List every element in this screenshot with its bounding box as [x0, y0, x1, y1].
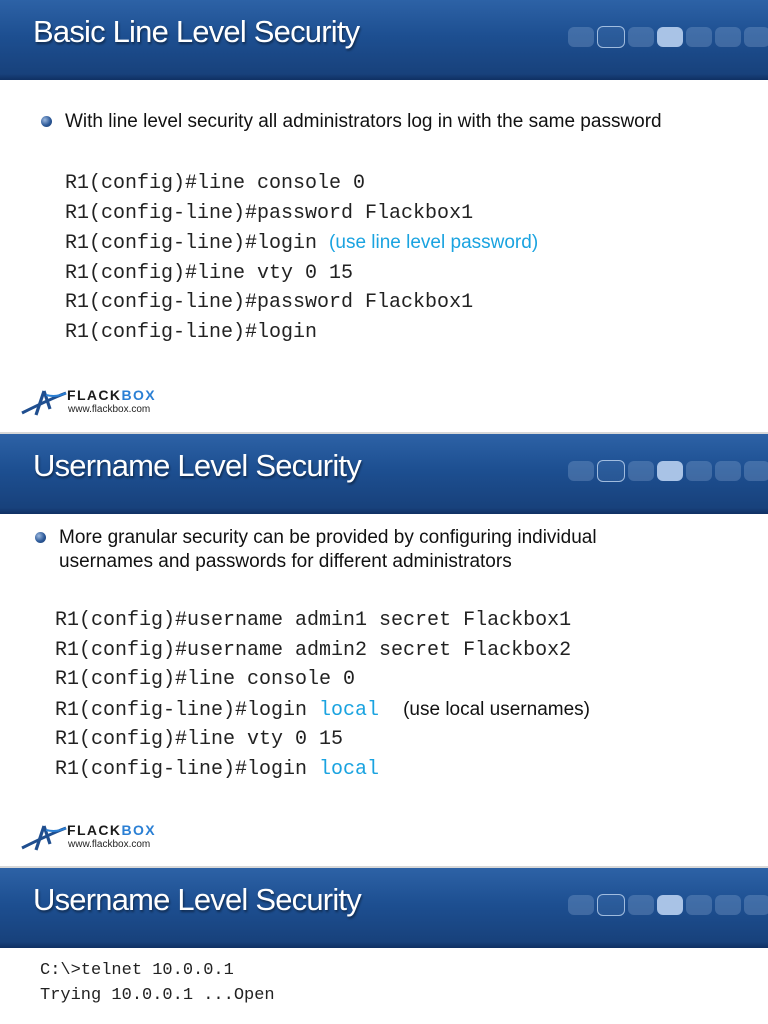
logo-wordmark: FLACKBOX [67, 822, 156, 838]
logo-wordmark: FLACKBOX [67, 387, 156, 403]
code-line [55, 695, 590, 726]
keyword-local: local [319, 698, 380, 722]
nav-dot [568, 461, 594, 481]
nav-dot [628, 461, 654, 481]
bullet-text: More granular security can be provided by configuring individual usernames and passwords for different administrators [59, 527, 597, 572]
slide-nav-dots [568, 895, 768, 917]
code-line [65, 169, 538, 199]
slide-title: Username Level Security [33, 882, 361, 917]
command-text: C:\>telnet 10.0.0.1 [40, 961, 234, 980]
slide-title-bar [0, 434, 768, 514]
code-block [55, 606, 590, 784]
command-text: R1(config-line)#password Flackbox1 [65, 201, 474, 225]
nav-dot [686, 27, 712, 47]
slide-nav-dots [568, 461, 768, 483]
command-text: Trying 10.0.0.1 ...Open [40, 986, 275, 1005]
bullet-icon [35, 532, 46, 543]
code-line [55, 665, 590, 695]
nav-dot [628, 27, 654, 47]
nav-dot [568, 895, 594, 915]
logo-url: www.flackbox.com [68, 404, 151, 415]
nav-dot [744, 895, 768, 915]
flackbox-logo [20, 387, 180, 421]
command-text: R1(config)#line console 0 [65, 172, 366, 195]
slide-username-level-security-telnet [0, 868, 768, 1024]
code-line [65, 288, 538, 318]
bullet-item [41, 110, 662, 134]
nav-dot [715, 461, 741, 481]
code-line [55, 606, 590, 636]
command-text: R1(config-line)#login [55, 757, 320, 781]
command-text: R1(config)#line vty 0 15 [55, 728, 344, 751]
code-line [40, 983, 275, 1008]
flackbox-logo [20, 822, 180, 856]
slide-title: Basic Line Level Security [33, 14, 360, 49]
slide-title-bar [0, 0, 768, 80]
slide-title-bar [0, 868, 768, 948]
annotation-note: (use line level password) [329, 232, 539, 253]
bullet-text: With line level security all administrators log in with the same password [65, 111, 662, 132]
command-text: R1(config)#line vty 0 15 [65, 261, 354, 285]
nav-dot [715, 895, 741, 915]
nav-dot [686, 895, 712, 915]
command-text: R1(config)#line console 0 [55, 668, 356, 691]
annotation-note: (use local usernames) [403, 698, 590, 720]
code-line [65, 199, 538, 229]
logo-url: www.flackbox.com [68, 839, 151, 850]
command-text: R1(config-line)#password Flackbox1 [65, 291, 474, 314]
code-line [65, 228, 538, 259]
command-text: R1(config-line)#login [55, 698, 320, 722]
flackbox-logo-icon [20, 822, 68, 852]
nav-dot [597, 894, 625, 916]
flackbox-logo-icon [20, 387, 68, 417]
nav-dot [744, 27, 768, 47]
command-text: R1(config)#username admin2 secret Flackbox2 [55, 638, 572, 662]
nav-dot [597, 460, 625, 482]
slide-basic-line-level-security [0, 0, 768, 432]
code-block [40, 958, 275, 1008]
slide-username-level-security [0, 434, 768, 866]
bullet-item [35, 526, 675, 574]
nav-dot-active [657, 895, 683, 915]
nav-dot [715, 27, 741, 47]
slide-title: Username Level Security [33, 448, 361, 483]
nav-dot [744, 461, 768, 481]
code-line [55, 725, 590, 755]
command-text: R1(config-line)#login [65, 320, 318, 344]
nav-dot [597, 26, 625, 48]
nav-dot [628, 895, 654, 915]
nav-dot [686, 461, 712, 481]
command-text: R1(config-line)#login [65, 232, 330, 255]
code-line [55, 636, 590, 666]
nav-dot-active [657, 461, 683, 481]
code-line [40, 958, 275, 983]
keyword-local: local [319, 757, 380, 781]
slide-nav-dots [568, 27, 768, 49]
code-block [65, 169, 538, 347]
bullet-icon [41, 116, 52, 127]
code-line [55, 755, 590, 785]
code-line [65, 318, 538, 348]
nav-dot-active [657, 27, 683, 47]
command-text: R1(config)#username admin1 secret Flackbox1 [55, 609, 572, 632]
nav-dot [568, 27, 594, 47]
code-line [65, 259, 538, 289]
